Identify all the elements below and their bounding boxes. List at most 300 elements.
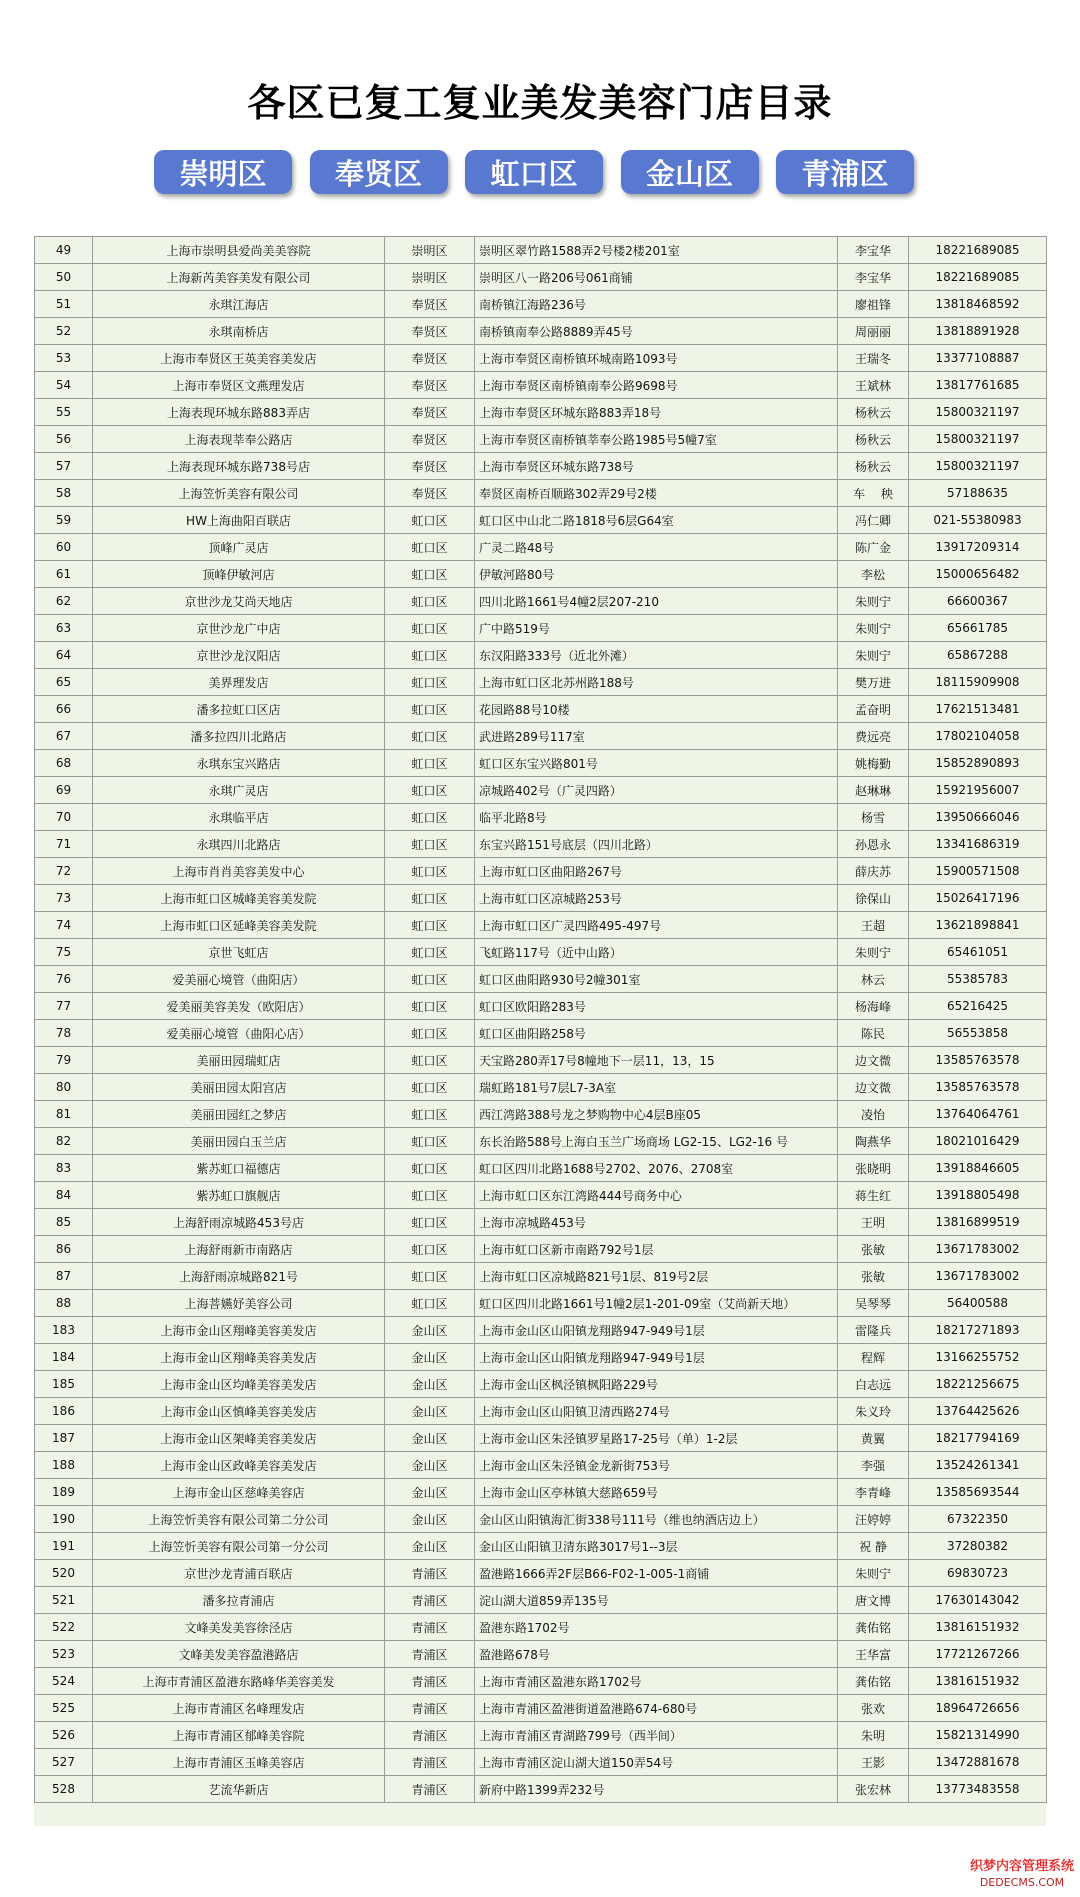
row-number: 86 bbox=[35, 1236, 93, 1263]
phone: 13764425626 bbox=[909, 1398, 1047, 1425]
contact-person: 朱则宁 bbox=[838, 939, 909, 966]
store-name: 上海市金山区政峰美容美发店 bbox=[93, 1452, 385, 1479]
district: 虹口区 bbox=[385, 1155, 475, 1182]
row-number: 521 bbox=[35, 1587, 93, 1614]
table-row bbox=[35, 291, 1047, 318]
store-name: 上海舒雨凉城路453号店 bbox=[93, 1209, 385, 1236]
contact-person: 徐保山 bbox=[838, 885, 909, 912]
table-row bbox=[35, 1776, 1047, 1803]
store-name: 紫苏虹口福德店 bbox=[93, 1155, 385, 1182]
store-name: 爱美丽美容美发（欧阳店） bbox=[93, 993, 385, 1020]
table-row bbox=[35, 1641, 1047, 1668]
phone: 56400588 bbox=[909, 1290, 1047, 1317]
row-number: 54 bbox=[35, 372, 93, 399]
address: 上海市奉贤区南桥镇莘奉公路1985号5幢7室 bbox=[475, 426, 838, 453]
address: 盈港路1666弄2F层B66-F02-1-005-1商铺 bbox=[475, 1560, 838, 1587]
table-row bbox=[35, 264, 1047, 291]
store-name: 京世沙龙青浦百联店 bbox=[93, 1560, 385, 1587]
address: 伊敏河路80号 bbox=[475, 561, 838, 588]
address: 花园路88号10楼 bbox=[475, 696, 838, 723]
district: 青浦区 bbox=[385, 1776, 475, 1803]
address: 瑞虹路181号7层L7-3A室 bbox=[475, 1074, 838, 1101]
contact-person: 杨秋云 bbox=[838, 426, 909, 453]
district: 青浦区 bbox=[385, 1749, 475, 1776]
district: 虹口区 bbox=[385, 1101, 475, 1128]
address: 上海市奉贤区环城东路883弄18号 bbox=[475, 399, 838, 426]
phone: 13671783002 bbox=[909, 1236, 1047, 1263]
address: 上海市青浦区盈港东路1702号 bbox=[475, 1668, 838, 1695]
address: 虹口区中山北二路1818号6层G64室 bbox=[475, 507, 838, 534]
district: 金山区 bbox=[385, 1371, 475, 1398]
row-number: 58 bbox=[35, 480, 93, 507]
table-row bbox=[35, 858, 1047, 885]
table-row bbox=[35, 1209, 1047, 1236]
phone: 15800321197 bbox=[909, 399, 1047, 426]
store-name: 顶峰伊敏河店 bbox=[93, 561, 385, 588]
contact-person: 王华富 bbox=[838, 1641, 909, 1668]
phone: 15800321197 bbox=[909, 453, 1047, 480]
row-number: 188 bbox=[35, 1452, 93, 1479]
row-number: 67 bbox=[35, 723, 93, 750]
row-number: 65 bbox=[35, 669, 93, 696]
address: 上海市金山区山阳镇龙翔路947-949号1层 bbox=[475, 1344, 838, 1371]
table-row bbox=[35, 777, 1047, 804]
address: 新府中路1399弄232号 bbox=[475, 1776, 838, 1803]
phone: 13585763578 bbox=[909, 1047, 1047, 1074]
district: 奉贤区 bbox=[385, 480, 475, 507]
district: 虹口区 bbox=[385, 669, 475, 696]
phone: 15852890893 bbox=[909, 750, 1047, 777]
table-row bbox=[35, 1074, 1047, 1101]
address: 临平北路8号 bbox=[475, 804, 838, 831]
contact-person: 边文微 bbox=[838, 1047, 909, 1074]
contact-person: 冯仁卿 bbox=[838, 507, 909, 534]
store-name: 上海市青浦区玉峰美容店 bbox=[93, 1749, 385, 1776]
address: 广中路519号 bbox=[475, 615, 838, 642]
table-row bbox=[35, 669, 1047, 696]
row-number: 522 bbox=[35, 1614, 93, 1641]
district: 虹口区 bbox=[385, 696, 475, 723]
table-row bbox=[35, 399, 1047, 426]
address: 凉城路402号（广灵四路） bbox=[475, 777, 838, 804]
store-name: 上海市肖肖美容美发中心 bbox=[93, 858, 385, 885]
phone: 67322350 bbox=[909, 1506, 1047, 1533]
table-row bbox=[35, 831, 1047, 858]
store-name: 潘多拉四川北路店 bbox=[93, 723, 385, 750]
store-name: 顶峰广灵店 bbox=[93, 534, 385, 561]
store-name: 艺流华新店 bbox=[93, 1776, 385, 1803]
phone: 57188635 bbox=[909, 480, 1047, 507]
district: 金山区 bbox=[385, 1344, 475, 1371]
phone: 17721267266 bbox=[909, 1641, 1047, 1668]
table-row bbox=[35, 453, 1047, 480]
store-name: 上海市金山区架峰美容美发店 bbox=[93, 1425, 385, 1452]
district: 金山区 bbox=[385, 1506, 475, 1533]
tab-jinshan[interactable]: 金山区 bbox=[621, 150, 759, 194]
contact-person: 杨秋云 bbox=[838, 453, 909, 480]
phone: 13671783002 bbox=[909, 1263, 1047, 1290]
table-row bbox=[35, 1263, 1047, 1290]
table-row bbox=[35, 1425, 1047, 1452]
district: 崇明区 bbox=[385, 237, 475, 264]
address: 上海市奉贤区环城东路738号 bbox=[475, 453, 838, 480]
phone: 13917209314 bbox=[909, 534, 1047, 561]
district: 青浦区 bbox=[385, 1560, 475, 1587]
row-number: 82 bbox=[35, 1128, 93, 1155]
store-name: 上海市金山区均峰美容美发店 bbox=[93, 1371, 385, 1398]
store-name: 京世沙龙广中店 bbox=[93, 615, 385, 642]
phone: 18221689085 bbox=[909, 237, 1047, 264]
table-row bbox=[35, 534, 1047, 561]
table-row bbox=[35, 912, 1047, 939]
table-row bbox=[35, 1236, 1047, 1263]
row-number: 53 bbox=[35, 345, 93, 372]
address: 盈港东路1702号 bbox=[475, 1614, 838, 1641]
contact-person: 杨雪 bbox=[838, 804, 909, 831]
contact-person: 陈广金 bbox=[838, 534, 909, 561]
district: 青浦区 bbox=[385, 1614, 475, 1641]
store-name: 上海舒雨新市南路店 bbox=[93, 1236, 385, 1263]
address: 武进路289号117室 bbox=[475, 723, 838, 750]
phone: 13585763578 bbox=[909, 1074, 1047, 1101]
contact-person: 薛庆苏 bbox=[838, 858, 909, 885]
row-number: 50 bbox=[35, 264, 93, 291]
district: 虹口区 bbox=[385, 804, 475, 831]
phone: 15921956007 bbox=[909, 777, 1047, 804]
row-number: 527 bbox=[35, 1749, 93, 1776]
contact-person: 李宝华 bbox=[838, 237, 909, 264]
phone: 17630143042 bbox=[909, 1587, 1047, 1614]
address: 上海市青浦区盈港街道盈港路674-680号 bbox=[475, 1695, 838, 1722]
store-name: 上海笠忻美容有限公司第一分公司 bbox=[93, 1533, 385, 1560]
contact-person: 李宝华 bbox=[838, 264, 909, 291]
address: 广灵二路48号 bbox=[475, 534, 838, 561]
row-number: 525 bbox=[35, 1695, 93, 1722]
row-number: 85 bbox=[35, 1209, 93, 1236]
contact-person: 林云 bbox=[838, 966, 909, 993]
store-name: 文峰美发美容徐泾店 bbox=[93, 1614, 385, 1641]
contact-person: 唐文博 bbox=[838, 1587, 909, 1614]
contact-person: 龚佑铭 bbox=[838, 1614, 909, 1641]
address: 上海市虹口区凉城路821号1层、819号2层 bbox=[475, 1263, 838, 1290]
address: 虹口区四川北路1661号1幢2层1-201-09室（艾尚新天地） bbox=[475, 1290, 838, 1317]
phone: 13816151932 bbox=[909, 1614, 1047, 1641]
store-name: 永琪临平店 bbox=[93, 804, 385, 831]
district: 崇明区 bbox=[385, 264, 475, 291]
phone: 37280382 bbox=[909, 1533, 1047, 1560]
table-row bbox=[35, 1344, 1047, 1371]
row-number: 83 bbox=[35, 1155, 93, 1182]
table-row bbox=[35, 993, 1047, 1020]
district: 虹口区 bbox=[385, 561, 475, 588]
district: 虹口区 bbox=[385, 831, 475, 858]
contact-person: 杨海峰 bbox=[838, 993, 909, 1020]
table-row bbox=[35, 804, 1047, 831]
phone: 69830723 bbox=[909, 1560, 1047, 1587]
store-name: 文峰美发美容盈港路店 bbox=[93, 1641, 385, 1668]
phone: 18115909908 bbox=[909, 669, 1047, 696]
row-number: 79 bbox=[35, 1047, 93, 1074]
watermark bbox=[970, 1859, 1074, 1891]
address: 盈港路678号 bbox=[475, 1641, 838, 1668]
phone: 56553858 bbox=[909, 1020, 1047, 1047]
table-row bbox=[35, 966, 1047, 993]
address: 南桥镇江海路236号 bbox=[475, 291, 838, 318]
contact-person: 白志远 bbox=[838, 1371, 909, 1398]
address: 天宝路280弄17号8幢地下一层11，13，15 bbox=[475, 1047, 838, 1074]
store-name: 美丽田园红之梦店 bbox=[93, 1101, 385, 1128]
store-name: 永琪广灵店 bbox=[93, 777, 385, 804]
store-name: 潘多拉青浦店 bbox=[93, 1587, 385, 1614]
address: 虹口区曲阳路930号2幢301室 bbox=[475, 966, 838, 993]
phone: 18221256675 bbox=[909, 1371, 1047, 1398]
store-name: 上海市奉贤区王英美容美发店 bbox=[93, 345, 385, 372]
address: 上海市奉贤区南桥镇环城南路1093号 bbox=[475, 345, 838, 372]
contact-person: 张敏 bbox=[838, 1263, 909, 1290]
table-row bbox=[35, 1479, 1047, 1506]
district: 虹口区 bbox=[385, 858, 475, 885]
contact-person: 王斌林 bbox=[838, 372, 909, 399]
store-name: 京世沙龙艾尚天地店 bbox=[93, 588, 385, 615]
table-row bbox=[35, 1722, 1047, 1749]
row-number: 184 bbox=[35, 1344, 93, 1371]
phone: 18021016429 bbox=[909, 1128, 1047, 1155]
store-name: 上海笠忻美容有限公司第二分公司 bbox=[93, 1506, 385, 1533]
address: 虹口区四川北路1688号2702、2076、2708室 bbox=[475, 1155, 838, 1182]
phone: 18964726656 bbox=[909, 1695, 1047, 1722]
table-row bbox=[35, 939, 1047, 966]
row-number: 84 bbox=[35, 1182, 93, 1209]
tab-fengxian[interactable]: 奉贤区 bbox=[310, 150, 448, 194]
contact-person: 黄翼 bbox=[838, 1425, 909, 1452]
address: 虹口区曲阳路258号 bbox=[475, 1020, 838, 1047]
address: 上海市金山区朱泾镇罗星路17-25号（单）1-2层 bbox=[475, 1425, 838, 1452]
contact-person: 朱则宁 bbox=[838, 1560, 909, 1587]
contact-person: 雷隆兵 bbox=[838, 1317, 909, 1344]
address: 崇明区翠竹路1588弄2号楼2楼201室 bbox=[475, 237, 838, 264]
tab-hongkou[interactable]: 虹口区 bbox=[465, 150, 603, 194]
phone: 13621898841 bbox=[909, 912, 1047, 939]
contact-person: 杨秋云 bbox=[838, 399, 909, 426]
row-number: 69 bbox=[35, 777, 93, 804]
row-number: 74 bbox=[35, 912, 93, 939]
contact-person: 程辉 bbox=[838, 1344, 909, 1371]
table-row bbox=[35, 561, 1047, 588]
address: 虹口区东宝兴路801号 bbox=[475, 750, 838, 777]
address: 上海市青浦区淀山湖大道150弄54号 bbox=[475, 1749, 838, 1776]
store-name: 上海市崇明县爱尚美美容院 bbox=[93, 237, 385, 264]
watermark-line1: 织梦内容管理系统 bbox=[969, 1859, 1074, 1874]
contact-person: 周丽丽 bbox=[838, 318, 909, 345]
district: 虹口区 bbox=[385, 534, 475, 561]
table-row bbox=[35, 588, 1047, 615]
table-row bbox=[35, 345, 1047, 372]
store-name: 上海市奉贤区文燕理发店 bbox=[93, 372, 385, 399]
row-number: 78 bbox=[35, 1020, 93, 1047]
store-name: 上海市青浦区郁峰美容院 bbox=[93, 1722, 385, 1749]
row-number: 520 bbox=[35, 1560, 93, 1587]
district: 虹口区 bbox=[385, 1047, 475, 1074]
store-name: 美丽田园白玉兰店 bbox=[93, 1128, 385, 1155]
address: 东汉阳路333号（近北外滩） bbox=[475, 642, 838, 669]
store-name: 永琪南桥店 bbox=[93, 318, 385, 345]
table-row bbox=[35, 696, 1047, 723]
address: 上海市青浦区青湖路799号（西半间） bbox=[475, 1722, 838, 1749]
row-number: 186 bbox=[35, 1398, 93, 1425]
phone: 17621513481 bbox=[909, 696, 1047, 723]
district: 金山区 bbox=[385, 1425, 475, 1452]
district: 虹口区 bbox=[385, 615, 475, 642]
row-number: 87 bbox=[35, 1263, 93, 1290]
district: 虹口区 bbox=[385, 507, 475, 534]
phone: 66600367 bbox=[909, 588, 1047, 615]
phone: 18221689085 bbox=[909, 264, 1047, 291]
tab-qingpu[interactable]: 青浦区 bbox=[776, 150, 914, 194]
phone: 15800321197 bbox=[909, 426, 1047, 453]
address: 飞虹路117号（近中山路） bbox=[475, 939, 838, 966]
district: 虹口区 bbox=[385, 642, 475, 669]
store-table-container bbox=[34, 236, 1046, 1826]
table-row bbox=[35, 1749, 1047, 1776]
store-name: 上海表现环城东路883弄店 bbox=[93, 399, 385, 426]
district: 虹口区 bbox=[385, 1236, 475, 1263]
table-row bbox=[35, 1668, 1047, 1695]
contact-person: 张敏 bbox=[838, 1236, 909, 1263]
store-name: 永琪江海店 bbox=[93, 291, 385, 318]
table-row bbox=[35, 1614, 1047, 1641]
row-number: 75 bbox=[35, 939, 93, 966]
phone: 13472881678 bbox=[909, 1749, 1047, 1776]
phone: 13818891928 bbox=[909, 318, 1047, 345]
store-name: 上海市金山区慎峰美容美发店 bbox=[93, 1398, 385, 1425]
row-number: 526 bbox=[35, 1722, 93, 1749]
contact-person: 张晓明 bbox=[838, 1155, 909, 1182]
row-number: 80 bbox=[35, 1074, 93, 1101]
table-row bbox=[35, 1533, 1047, 1560]
table-row bbox=[35, 1128, 1047, 1155]
row-number: 523 bbox=[35, 1641, 93, 1668]
phone: 13918805498 bbox=[909, 1182, 1047, 1209]
contact-person: 龚佑铭 bbox=[838, 1668, 909, 1695]
district: 虹口区 bbox=[385, 993, 475, 1020]
row-number: 190 bbox=[35, 1506, 93, 1533]
store-name: 上海新芮美容美发有限公司 bbox=[93, 264, 385, 291]
row-number: 81 bbox=[35, 1101, 93, 1128]
district: 奉贤区 bbox=[385, 453, 475, 480]
table-row bbox=[35, 507, 1047, 534]
contact-person: 陶燕华 bbox=[838, 1128, 909, 1155]
store-name: 上海表现环城东路738号店 bbox=[93, 453, 385, 480]
table-row bbox=[35, 1182, 1047, 1209]
district: 金山区 bbox=[385, 1533, 475, 1560]
row-number: 185 bbox=[35, 1371, 93, 1398]
address: 上海市虹口区东江湾路444号商务中心 bbox=[475, 1182, 838, 1209]
contact-person: 孟奋明 bbox=[838, 696, 909, 723]
address: 东长治路588号上海白玉兰广场商场 LG2-15、LG2-16 号 bbox=[475, 1128, 838, 1155]
district: 奉贤区 bbox=[385, 345, 475, 372]
phone: 17802104058 bbox=[909, 723, 1047, 750]
row-number: 56 bbox=[35, 426, 93, 453]
district: 奉贤区 bbox=[385, 318, 475, 345]
district: 虹口区 bbox=[385, 966, 475, 993]
contact-person: 吴琴琴 bbox=[838, 1290, 909, 1317]
table-row bbox=[35, 318, 1047, 345]
phone: 18217271893 bbox=[909, 1317, 1047, 1344]
table-row bbox=[35, 480, 1047, 507]
row-number: 77 bbox=[35, 993, 93, 1020]
store-name: 上海菩嬿妤美容公司 bbox=[93, 1290, 385, 1317]
store-name: 永琪东宝兴路店 bbox=[93, 750, 385, 777]
address: 上海市虹口区曲阳路267号 bbox=[475, 858, 838, 885]
table-row bbox=[35, 723, 1047, 750]
district: 虹口区 bbox=[385, 1074, 475, 1101]
contact-person: 王超 bbox=[838, 912, 909, 939]
district: 虹口区 bbox=[385, 588, 475, 615]
phone: 15026417196 bbox=[909, 885, 1047, 912]
district: 虹口区 bbox=[385, 777, 475, 804]
row-number: 62 bbox=[35, 588, 93, 615]
table-row bbox=[35, 1452, 1047, 1479]
phone: 13950666046 bbox=[909, 804, 1047, 831]
address: 虹口区欧阳路283号 bbox=[475, 993, 838, 1020]
contact-person: 蒋生红 bbox=[838, 1182, 909, 1209]
contact-person: 姚梅勤 bbox=[838, 750, 909, 777]
district: 虹口区 bbox=[385, 1209, 475, 1236]
row-number: 55 bbox=[35, 399, 93, 426]
row-number: 68 bbox=[35, 750, 93, 777]
district: 奉贤区 bbox=[385, 399, 475, 426]
row-number: 191 bbox=[35, 1533, 93, 1560]
district: 虹口区 bbox=[385, 1020, 475, 1047]
store-name: 上海市青浦区盈港东路峰华美容美发 bbox=[93, 1668, 385, 1695]
store-name: 上海市金山区翔峰美容美发店 bbox=[93, 1317, 385, 1344]
row-number: 66 bbox=[35, 696, 93, 723]
district-tabs bbox=[154, 150, 914, 194]
contact-person: 朱则宁 bbox=[838, 642, 909, 669]
district: 虹口区 bbox=[385, 885, 475, 912]
contact-person: 祝 静 bbox=[838, 1533, 909, 1560]
district: 虹口区 bbox=[385, 912, 475, 939]
row-number: 51 bbox=[35, 291, 93, 318]
store-name: 上海表现莘奉公路店 bbox=[93, 426, 385, 453]
store-name: 上海笠忻美容有限公司 bbox=[93, 480, 385, 507]
phone: 13524261341 bbox=[909, 1452, 1047, 1479]
store-name: 上海舒雨凉城路821号 bbox=[93, 1263, 385, 1290]
contact-person: 王影 bbox=[838, 1749, 909, 1776]
store-name: 上海市金山区慈峰美容店 bbox=[93, 1479, 385, 1506]
row-number: 88 bbox=[35, 1290, 93, 1317]
phone: 65461051 bbox=[909, 939, 1047, 966]
row-number: 70 bbox=[35, 804, 93, 831]
table-row bbox=[35, 1290, 1047, 1317]
store-name: 上海市虹口区城峰美容美发院 bbox=[93, 885, 385, 912]
district: 青浦区 bbox=[385, 1695, 475, 1722]
store-name: 美界理发店 bbox=[93, 669, 385, 696]
phone: 65867288 bbox=[909, 642, 1047, 669]
table-row bbox=[35, 1560, 1047, 1587]
contact-person: 朱则宁 bbox=[838, 588, 909, 615]
contact-person: 王明 bbox=[838, 1209, 909, 1236]
store-name: 京世飞虹店 bbox=[93, 939, 385, 966]
district: 虹口区 bbox=[385, 1128, 475, 1155]
district: 奉贤区 bbox=[385, 426, 475, 453]
contact-person: 李松 bbox=[838, 561, 909, 588]
address: 上海市虹口区新市南路792号1层 bbox=[475, 1236, 838, 1263]
tab-chongming[interactable]: 崇明区 bbox=[154, 150, 292, 194]
district: 青浦区 bbox=[385, 1641, 475, 1668]
address: 上海市虹口区广灵四路495-497号 bbox=[475, 912, 838, 939]
row-number: 183 bbox=[35, 1317, 93, 1344]
